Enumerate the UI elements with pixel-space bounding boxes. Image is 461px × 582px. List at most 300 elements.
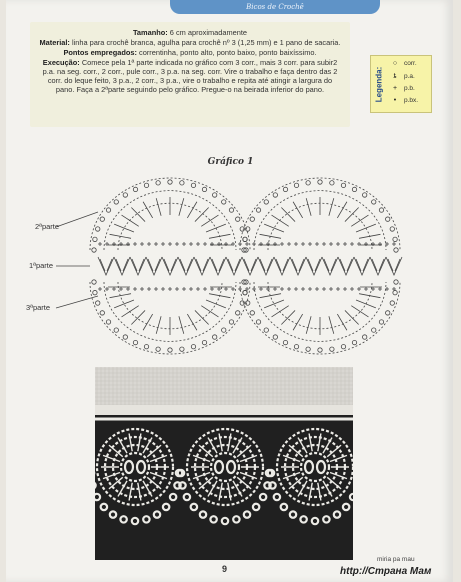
single-crochet-mark [294,287,298,291]
chain-loop [393,290,397,294]
lower-stitch [264,300,284,308]
legend-label: p.a. [404,73,415,80]
chain-loop [123,335,127,339]
single-crochet-mark [161,287,165,291]
fan-stitch [260,259,265,271]
single-crochet-mark [119,287,123,291]
lower-stitch [156,316,161,334]
chain-loop [318,180,322,184]
part1-label: 1ªparte [29,261,54,270]
lace-spoke [138,434,141,452]
fan-stitch [356,259,361,271]
chain-loop [133,187,137,191]
legend-title-wrap [373,58,385,110]
fan-stitch [340,259,345,271]
chain-loop [191,183,195,187]
chain-loop [372,328,376,332]
chain-loop [222,328,226,332]
fan-stitch [379,259,384,271]
fan-stitch [267,259,272,271]
lace-picot [233,516,239,522]
single-crochet-mark [315,287,319,291]
fan-stitch [315,259,320,271]
upper-stitch [260,234,281,238]
execution-line [38,58,342,94]
chain-loop [294,344,298,348]
fan-stitch [100,259,105,271]
lace-picot [343,504,349,510]
chain-loop [250,217,254,221]
single-crochet-mark [392,242,396,246]
chain-loop [250,311,254,315]
lower-stitch [306,316,311,334]
chain-loop [180,347,184,351]
fan-stitch [155,259,160,271]
single-crochet-mark [322,287,326,291]
lace-hole [215,461,223,473]
single-crochet-mark [98,242,102,246]
part2-leader-line [56,212,98,227]
upper-stitch [293,202,303,218]
single-crochet-mark [154,287,158,291]
chain-loop [283,340,287,344]
lace-hole [317,461,325,473]
stitches-value: correntinha, ponto alto, ponto baixo, ponto baixíssimo. [136,48,317,57]
execution-label: Execução: [42,58,80,67]
fan-stitch [308,259,313,271]
slip-stitch-icon: • [393,97,397,104]
instructions-box [30,22,350,127]
fan-stitch [283,259,288,271]
single-crochet-mark [336,287,340,291]
chain-loop [92,280,96,284]
chain-loop [212,193,216,197]
upper-stitch [110,234,131,238]
lace-spoke [143,438,152,454]
lower-stitch [351,306,368,317]
chain-stitch-icon: ○ [392,60,398,67]
chain-loop [202,187,206,191]
single-crochet-mark [280,287,284,291]
legend-item-single-crochet [389,85,415,92]
lace-hole [137,461,145,473]
chain-loop [318,348,322,352]
single-crochet-mark [308,242,312,246]
lower-stitch [110,294,131,298]
chain-loop [93,290,97,294]
fan-stitch [219,259,224,271]
lower-stitch [122,306,139,317]
single-crochet-mark [245,242,249,246]
lace-picot [300,516,306,522]
lace-spoke [228,483,231,501]
upper-stitch [337,202,347,218]
chain-loop [243,290,247,294]
single-crochet-mark [182,242,186,246]
single-crochet-mark [140,287,144,291]
single-crochet-mark [315,242,319,246]
chain-loop [236,311,240,315]
lower-stitch [260,294,281,298]
lower-stitch [337,314,347,330]
single-crochet-mark [273,287,277,291]
single-crochet-mark [147,287,151,291]
single-crochet-mark [343,242,347,246]
fan-stitch [235,259,240,271]
single-crochet-mark [224,287,228,291]
fan-stitch [212,259,217,271]
lace-picot [120,516,126,522]
fan-stitch [347,259,352,271]
chain-loop [144,344,148,348]
fan-stitch [276,259,281,271]
fan-stitch [228,259,233,271]
chain-loop [264,328,268,332]
fan-stitch [180,259,185,271]
lace-ring [113,445,157,489]
lace-picot [179,482,185,488]
single-crochet-mark [175,287,179,291]
upper-stitch [156,198,161,216]
part3-leader-line [56,296,98,308]
legend-label: corr. [404,60,417,67]
single-crochet-mark [105,287,109,291]
legend-label: p.b. [404,85,415,92]
chain-loop [212,335,216,339]
single-crochet-mark [357,287,361,291]
chain-loop [294,183,298,187]
fan-stitch [116,259,121,271]
chain-loop [114,200,118,204]
fan-stitch [292,259,297,271]
crochet-diagram [0,160,461,360]
single-crochet-mark [294,242,298,246]
single-crochet-mark [133,287,137,291]
upper-stitch [201,215,218,226]
chain-loop [93,237,97,241]
single-crochet-mark [259,287,263,291]
photo-credit: miria pa mau [377,556,415,563]
fan-stitch [132,259,137,271]
upper-stitch [143,202,153,218]
single-crochet-mark [196,287,200,291]
lace-picot [132,518,138,524]
lace-picot [143,516,149,522]
chain-loop [100,217,104,221]
single-crochet-mark [112,287,116,291]
lace-photo [95,367,353,560]
size-line [38,28,342,37]
upper-stitch [306,198,311,216]
stitches-label: Pontos empregados: [63,48,137,57]
single-crochet-mark [238,242,242,246]
chain-loop [96,301,100,305]
lace-picot [350,494,353,500]
single-crochet-mark [168,242,172,246]
lace-picot [110,511,116,517]
fan-stitch [299,259,304,271]
lower-stitch [272,306,289,317]
fan-stitch [388,259,393,271]
chain-loop [133,340,137,344]
lace-picot [334,511,340,517]
lace-spoke [228,434,231,452]
lower-stitch [209,294,230,298]
lace-hole [305,461,313,473]
chain-loop [106,208,110,212]
single-crochet-mark [329,242,333,246]
lace-picot [253,504,259,510]
lace-hole [125,461,133,473]
lace-spoke [138,483,141,501]
fan-stitch [251,259,256,271]
fan-stitch [196,259,201,271]
single-crochet-mark [133,242,137,246]
part2-label: 2ªparte [35,222,60,231]
chain-loop [222,200,226,204]
chain-loop [352,340,356,344]
lace-picot [178,470,184,476]
chain-loop [256,208,260,212]
chain-loop [168,180,172,184]
fan-stitch [331,259,336,271]
fan-stitch [107,259,112,271]
legend-title: Legenda: [374,66,384,102]
lace-picot [101,504,107,510]
lace-picot [260,494,266,500]
chain-loop [341,344,345,348]
lace-hole [227,461,235,473]
lower-stitch [359,294,380,298]
lace-spoke [323,438,332,454]
single-crochet-mark [203,287,207,291]
magazine-title: Bicos de Crochê [246,3,304,11]
lace-spoke [318,434,321,452]
lower-stitch [114,300,134,308]
chain-loop [306,181,310,185]
chain-loop [123,193,127,197]
upper-stitch [272,215,289,226]
chain-loop [243,237,247,241]
lace-picot [184,494,190,500]
chain-loop [393,237,397,241]
lace-picot [191,504,197,510]
single-crochet-mark [252,287,256,291]
chain-loop [229,320,233,324]
lace-picot [274,494,280,500]
chain-loop [229,208,233,212]
lace-spoke [233,438,242,454]
lace-spoke [318,483,321,501]
chain-loop [379,208,383,212]
lace-picot [269,482,275,488]
single-crochet-mark [140,242,144,246]
upper-stitch [329,198,334,216]
chain-loop [386,217,390,221]
lower-stitch [187,314,197,330]
chain-loop [96,227,100,231]
lower-stitch [293,314,303,330]
stitches-line [38,48,342,57]
chain-loop [273,335,277,339]
upper-stitch [264,224,284,232]
chain-loop [362,193,366,197]
chain-loop [180,181,184,185]
legend-box [370,55,432,113]
chain-loop [372,200,376,204]
single-crochet-mark [217,287,221,291]
size-label: Tamanho: [132,28,168,37]
lower-stitch [179,316,184,334]
single-crochet-mark [98,287,102,291]
chain-loop [394,248,398,252]
chain-loop [390,227,394,231]
lace-picot [281,504,287,510]
single-crochet-mark [350,287,354,291]
legend-item-double-crochet [389,73,415,80]
chain-loop [341,183,345,187]
single-crochet-mark [266,287,270,291]
lower-stitch [201,306,218,317]
fan-stitch [363,259,368,271]
chain-loop [379,320,383,324]
material-value: linha para crochê branca, agulha para crochê nº 3 (1,25 mm) e 1 pano de sacaria. [69,38,341,47]
chain-loop [144,183,148,187]
chain-loop [386,311,390,315]
chart-title: Gráfico 1 [207,157,254,167]
chain-loop [100,311,104,315]
fan-stitch [395,259,400,271]
upper-stitch [187,202,197,218]
fan-stitch [171,259,176,271]
upper-stitch [351,215,368,226]
lace-picot [222,518,228,524]
lace-picot [210,516,216,522]
fan-stitch [148,259,153,271]
upper-stitch [114,224,134,232]
lace-picot [312,518,318,524]
lace-picot [163,504,169,510]
single-crochet-mark [238,287,242,291]
chain-loop [394,280,398,284]
chain-loop [202,340,206,344]
chain-loop [236,217,240,221]
lower-stitch [329,316,334,334]
chain-loop [168,348,172,352]
fan-stitch [244,259,249,271]
fan-stitch [372,259,377,271]
single-crochet-mark [322,242,326,246]
single-crochet-mark [168,287,172,291]
legend-label: p.bx. [404,97,419,104]
single-crochet-mark [329,287,333,291]
size-value: 6 cm aproximadamente [167,28,248,37]
chain-loop [283,187,287,191]
chain-loop [156,347,160,351]
lace-picot [95,494,100,500]
lower-stitch [356,300,376,308]
single-crochet-mark [301,287,305,291]
crochet-lace-image [95,367,353,560]
chain-loop [362,335,366,339]
upper-stitch [359,234,380,238]
chain-loop [106,320,110,324]
double-crochet-icon: ȶ [393,73,397,80]
fan-stitch [203,259,208,271]
fan-stitch [123,259,128,271]
single-crochet-mark [196,242,200,246]
single-crochet-mark [231,287,235,291]
single-crochet-mark [189,287,193,291]
single-crochet-mark [182,287,186,291]
fan-stitch [164,259,169,271]
chain-loop [92,248,96,252]
single-crochet-mark [378,287,382,291]
legend-item-slip-stitch [389,97,418,104]
lace-picot [290,511,296,517]
chain-loop [352,187,356,191]
single-crochet-mark [154,242,158,246]
material-line [38,38,342,47]
part3-label: 3ªparte [26,303,51,312]
lace-picot [268,470,274,476]
single-crochet-mark [126,287,130,291]
chain-loop [330,347,334,351]
chain-loop [273,193,277,197]
lace-picot [244,511,250,517]
lace-ring [293,445,337,489]
upper-stitch [122,215,139,226]
chain-loop [264,200,268,204]
chain-loop [306,347,310,351]
lace-ring [203,445,247,489]
lace-picot [200,511,206,517]
watermark-text: http://Страна Мам [340,566,432,577]
execution-value: Comece pela 1ª parte indicada no gráfico com 3 corr., mais 3 corr. para subir2 p.a. na seg. corr., 2 corr., pule corr., 3 p.a. na seg. corr. Vire o trabalho e faça dentro das 2 corr. do leque feito, 3 p.a., 2 corr., 3 p.a., vire o trabalho e repita até atingir a largura do pano. Faça a 2ªparte seguindo pelo gráfico. Pregue-o na beirada inferior do pano. [42,58,338,94]
single-crochet-mark [203,242,207,246]
lower-stitch [143,314,153,330]
lace-picot [95,482,96,488]
lace-picot [170,494,176,500]
chain-loop [156,181,160,185]
single-crochet-mark [161,242,165,246]
legend-item-chain [389,60,417,67]
lace-picot [323,516,329,522]
material-label: Material: [39,38,70,47]
upper-stitch [209,234,230,238]
single-crochet-mark [287,242,291,246]
lower-stitch [206,300,226,308]
fan-stitch [324,259,329,271]
single-crochet-mark [343,287,347,291]
single-crochet-mark [175,242,179,246]
single-crochet-mark [252,242,256,246]
upper-stitch [356,224,376,232]
chain-loop [114,328,118,332]
chain-loop [330,181,334,185]
fan-stitch [187,259,192,271]
upper-stitch [179,198,184,216]
single-crochet-mark [147,242,151,246]
single-crochet-mark [287,287,291,291]
magazine-header-bar [170,0,380,14]
single-crochet-mark [210,287,214,291]
chain-loop [256,320,260,324]
fan-stitch [139,259,144,271]
single-crochet-mark [350,242,354,246]
single-crochet-mark [301,242,305,246]
chain-loop [390,301,394,305]
